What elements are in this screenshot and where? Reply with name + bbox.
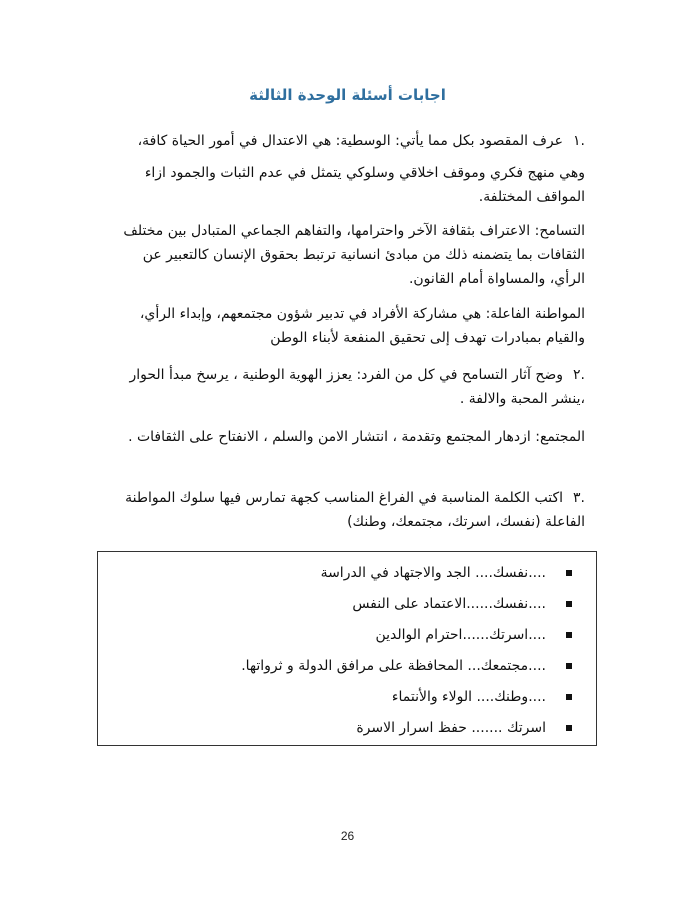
square-bullet-icon bbox=[566, 694, 572, 700]
square-bullet-icon bbox=[566, 601, 572, 607]
list-item: ....اسرتك......احترام الوالدين bbox=[96, 620, 596, 651]
answers-list bbox=[96, 558, 596, 744]
page-title: اجابات أسئلة الوحدة الثالثة bbox=[249, 86, 446, 104]
tasamuh-definition: التسامح: الاعتراف بثقافة الآخر واحترامها، والتفاهم الجماعي المتبادل بين مختلف الثقافات بما يتضمنه ذلك من مبادئ انسانية ترتبط بحقوق الإنسان كالتعبير عن الرأي، والمساواة أمام القانون. bbox=[123, 223, 585, 287]
square-bullet-icon bbox=[566, 725, 572, 731]
question-2-number: .٢ bbox=[573, 367, 585, 383]
answers-box bbox=[97, 551, 597, 746]
square-bullet-icon bbox=[566, 663, 572, 669]
list-item: ....نفسك......الاعتماد على النفس bbox=[96, 589, 596, 620]
question-3 bbox=[115, 486, 585, 534]
list-item: اسرتك ....... حفظ اسرار الاسرة bbox=[96, 713, 596, 744]
question-3-number: .٣ bbox=[573, 490, 585, 506]
muwatana-definition: المواطنة الفاعلة: هي مشاركة الأفراد في تدبير شؤون مجتمعهم، وإبداء الرأي، والقيام بمبادرات تهدف إلى تحقيق المنفعة لأبناء الوطن bbox=[139, 306, 585, 346]
question-2-text: وضح آثار التسامح في كل من الفرد: يعزز الهوية الوطنية ، يرسخ مبدأ الحوار ،ينشر المحبة والالفة . bbox=[129, 367, 585, 407]
list-item: ....نفسك.... الجد والاجتهاد في الدراسة bbox=[96, 558, 596, 589]
page-number: 26 bbox=[340, 829, 355, 843]
question-1-number: .١ bbox=[573, 133, 585, 149]
question-1-intro: عرف المقصود بكل مما يأتي: الوسطية: هي الاعتدال في أمور الحياة كافة، bbox=[137, 133, 564, 149]
wasatiya-definition: وهي منهج فكري وموقف اخلاقي وسلوكي يتمثل في عدم الثبات والجمود ازاء المواقف المختلفة. bbox=[144, 165, 585, 205]
list-item: ....وطنك.... الولاء والأنتماء bbox=[96, 682, 596, 713]
question-1 bbox=[105, 129, 585, 153]
question-3-text: اكتب الكلمة المناسبة في الفراغ المناسب كجهة تمارس فيها سلوك المواطنة الفاعلة (نفسك، اسرتك، مجتمعك، وطنك) bbox=[125, 490, 585, 530]
list-item: ....مجتمعك... المحافظة على مرافق الدولة و ثرواتها. bbox=[96, 651, 596, 682]
square-bullet-icon bbox=[566, 570, 572, 576]
square-bullet-icon bbox=[566, 632, 572, 638]
society-effects: المجتمع: ازدهار المجتمع وتقدمة ، انتشار الامن والسلم ، الانفتاح على الثقافات . bbox=[128, 429, 585, 445]
question-2 bbox=[100, 363, 585, 411]
